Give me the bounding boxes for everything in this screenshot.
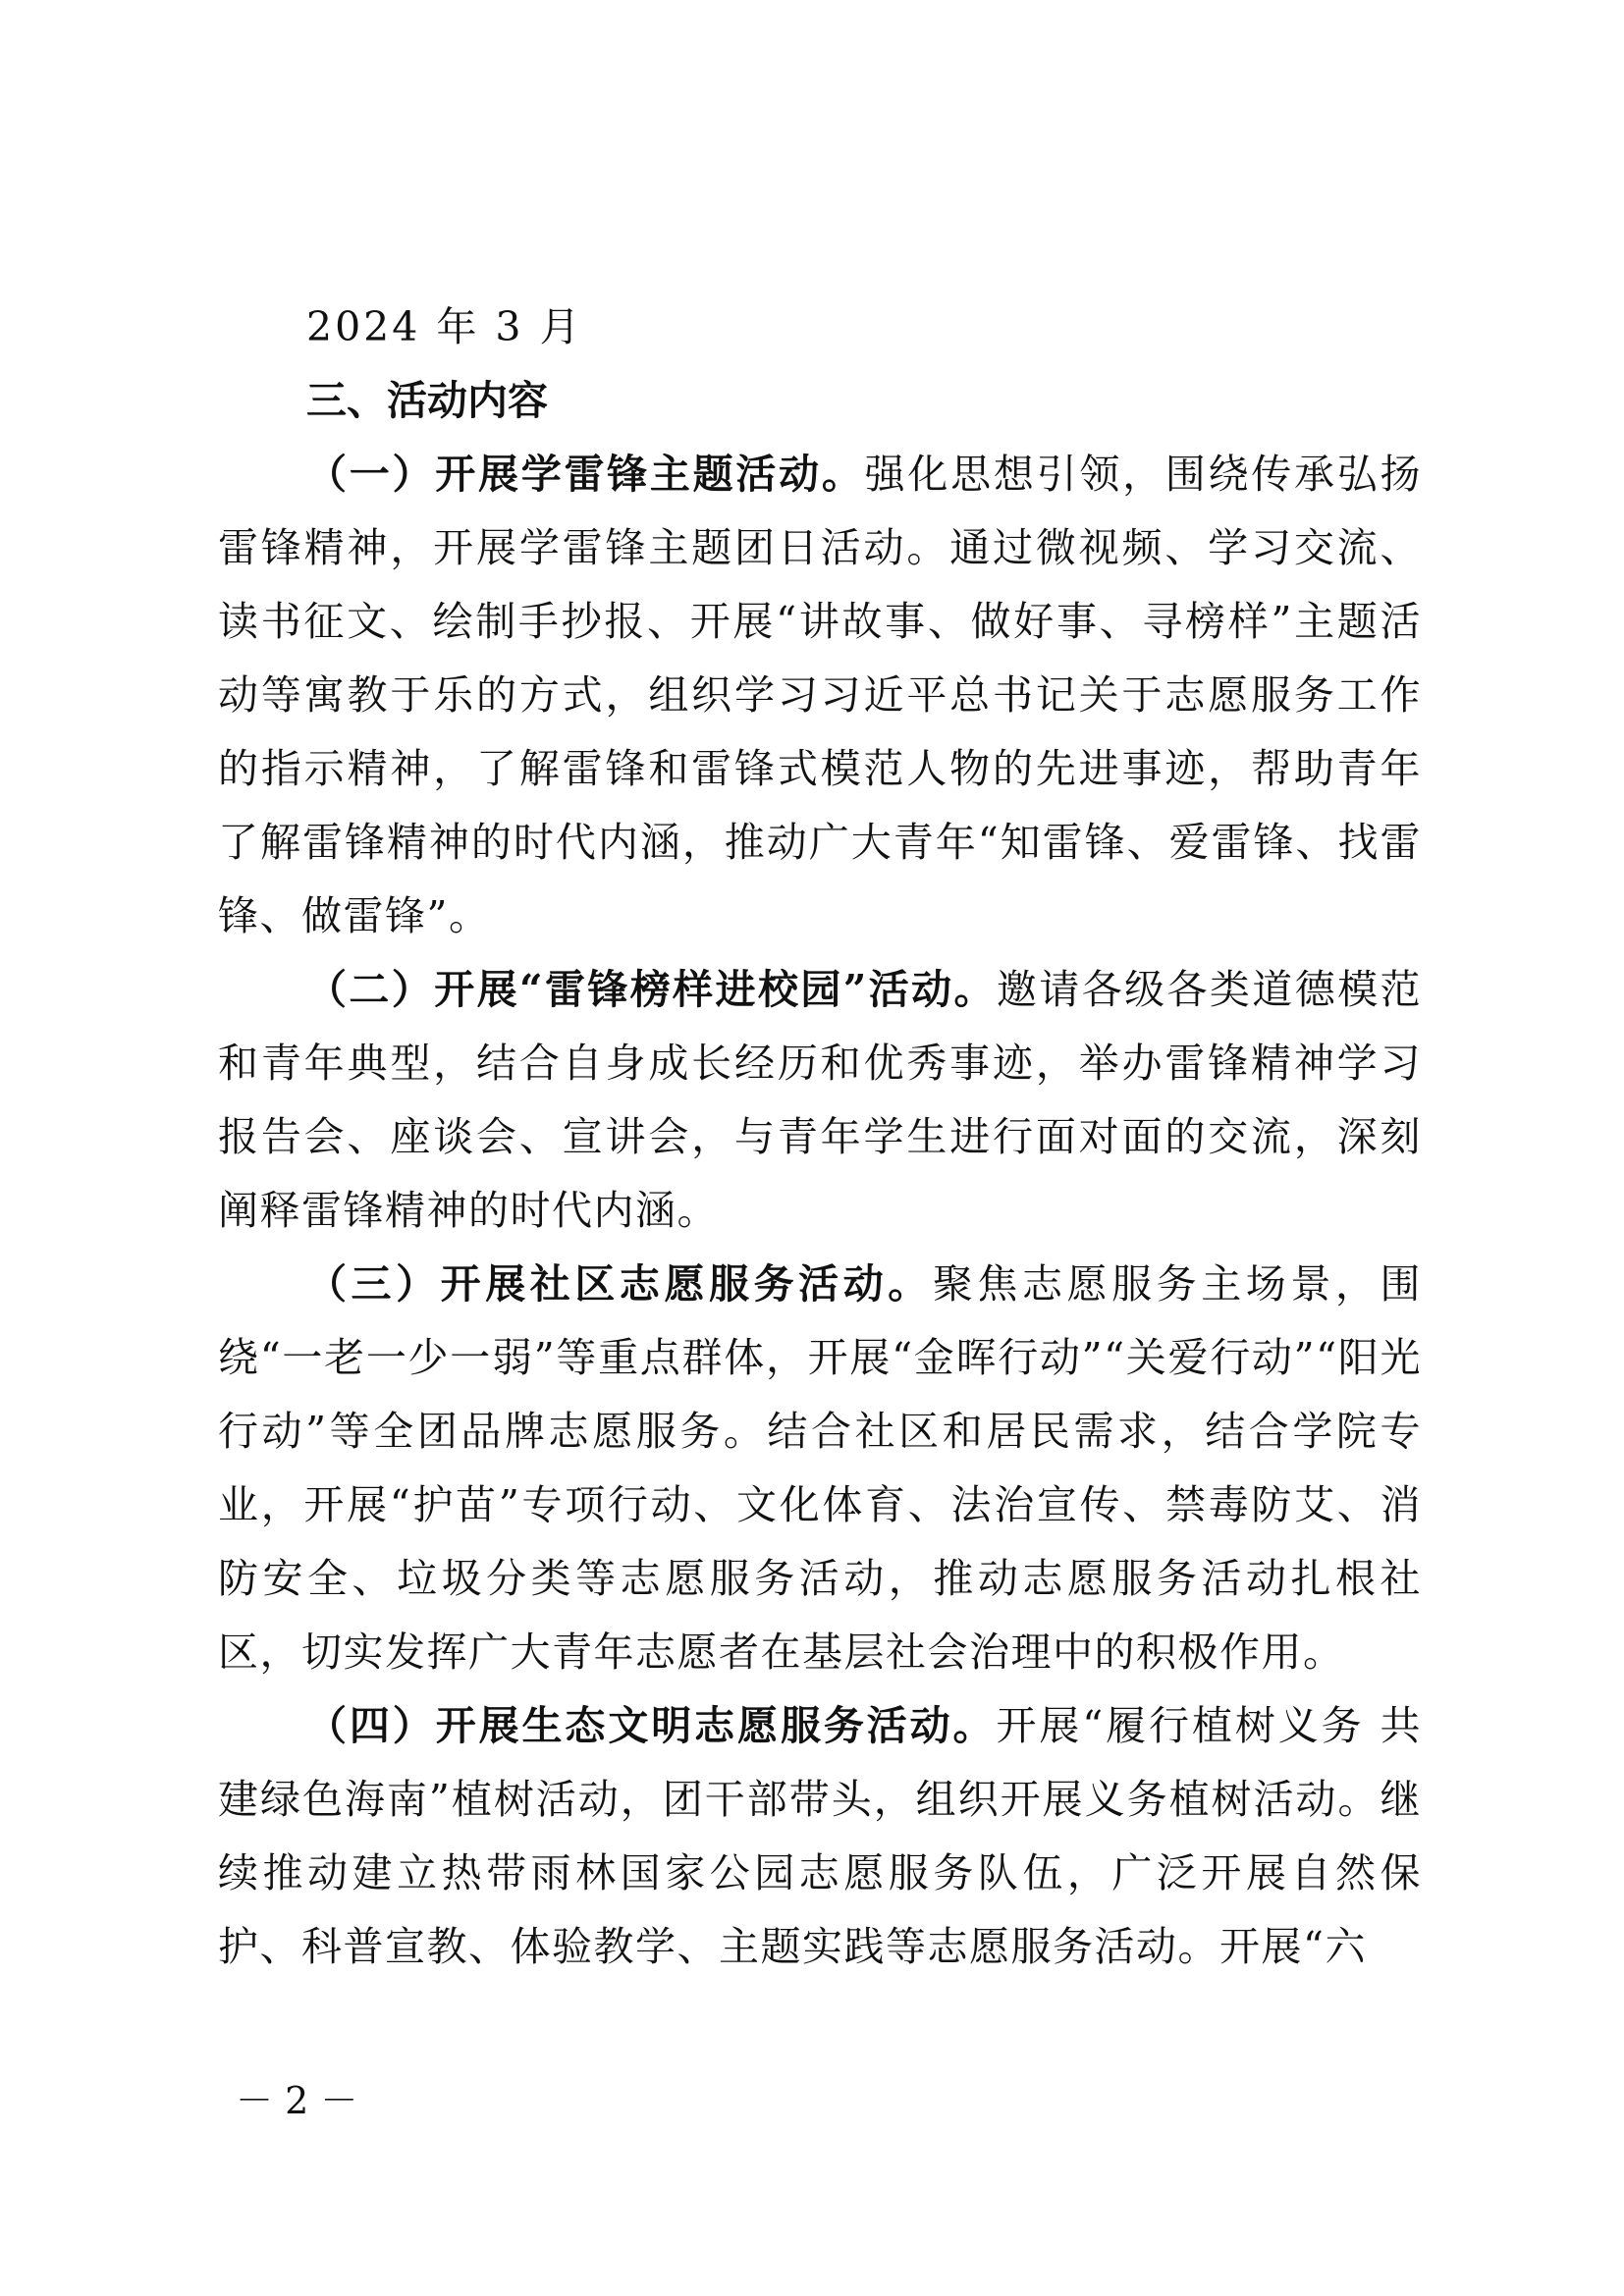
paragraph-1 [218,438,1422,953]
paragraph-4-lead: （四）开展生态文明志愿服务活动。 [306,1702,997,1749]
paragraph-3-body: 聚焦志愿服务主场景，围绕“一老一少一弱”等重点群体，开展“金晖行动”“关爱行动”“阳光行动”等全团品牌志愿服务。结合社区和居民需求，结合学院专业，开展“护苗”专项行动、文化体育、法治宣传、禁毒防艾、消防安全、垃圾分类等志愿服务活动，推动志愿服务活动扎根社区，切实发挥广大青年志愿者在基层社会治理中的积极作用。 [218,1260,1422,1676]
paragraph-1-lead: （一）开展学雷锋主题活动。 [306,451,865,498]
document-body [218,291,1422,1984]
paragraph-3 [218,1248,1422,1689]
paragraph-2 [218,953,1422,1248]
paragraph-4-body: 开展“履行植树义务 共建绿色海南”植树活动，团干部带头，组织开展义务植树活动。继续推动建立热带雨林国家公园志愿服务队伍，广泛开展自然保护、科普宣教、体验教学、主题实践等志愿服务活动。开展“六 [218,1702,1422,1970]
paragraph-2-lead: （二）开展“雷锋榜样进校园”活动。 [306,966,997,1013]
paragraph-3-lead: （三）开展社区志愿服务活动。 [306,1260,933,1308]
section-heading: 三、活动内容 [306,377,548,424]
paragraph-1-body: 强化思想引领，围绕传承弘扬雷锋精神，开展学雷锋主题团日活动。通过微视频、学习交流、读书征文、绘制手抄报、开展“讲故事、做好事、寻榜样”主题活动等寓教于乐的方式，组织学习习近平总书记关于志愿服务工作的指示精神，了解雷锋和雷锋式模范人物的先进事迹，帮助青年了解雷锋精神的时代内涵，推动广大青年“知雷锋、爱雷锋、找雷锋、做雷锋”。 [218,451,1423,939]
page-number: － 2 － [236,2079,358,2122]
date-line: 2024 年 3 月 [306,303,583,350]
paragraph-4 [218,1689,1422,1984]
paragraph-2-body: 邀请各级各类道德模范和青年典型，结合自身成长经历和优秀事迹，举办雷锋精神学习报告会、座谈会、宣讲会，与青年学生进行面对面的交流，深刻阐释雷锋精神的时代内涵。 [218,966,1422,1234]
